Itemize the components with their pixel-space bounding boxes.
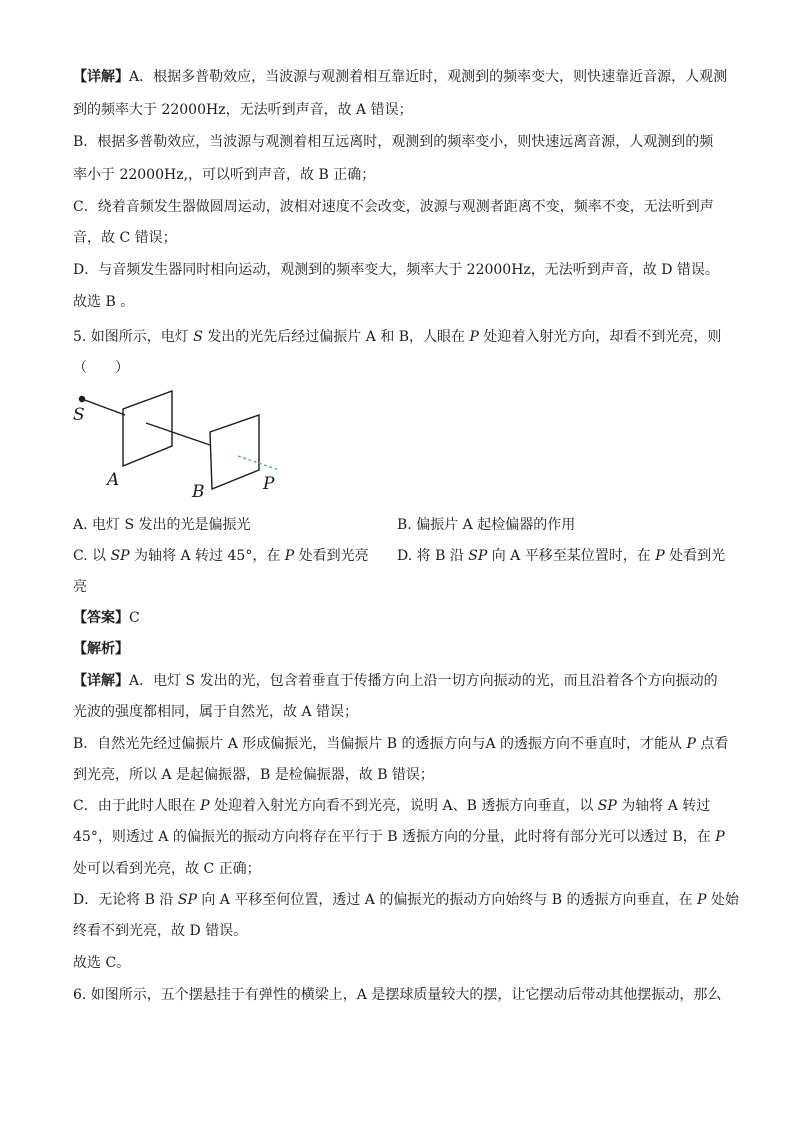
option-b: B. 偏振片 A 起检偏器的作用 (397, 517, 576, 533)
polarizer-a (123, 391, 172, 466)
q5-expl-6: 45°，则透过 A 的偏振光的振动方向将存在平行于 B 透振方向的分量，此时将有部分光可以透过 B，在 P (73, 829, 725, 845)
option-a: A. 电灯 S 发出的光是偏振光 (73, 517, 251, 533)
answer-line (73, 608, 140, 628)
q5-expl-5: C．由于此时人眼在 P 处迎着入射光方向看不到光亮，说明 A、B 透振方向垂直，以 SP 为轴将 A 转过 (73, 798, 711, 814)
q5-expl-3: B．自然光先经过偏振片 A 形成偏振光，当偏振片 B 的透振方向与A 的透振方向不垂直时，才能从 P 点看 (73, 736, 729, 752)
analysis-tag: 【解析】 (73, 641, 129, 657)
answer-value: C (129, 610, 140, 626)
q5-expl-9: 终看不到光亮，故 D 错误。 (73, 923, 248, 939)
q4-line-5: C．绕着音频发生器做圆周运动，波相对速度不会改变，波源与观测者距离不变，频率不变，无法听到声 (73, 199, 714, 215)
q4-line-7: D．与音频发生器同时相向运动，观测到的频率变大，频率大于 22000Hz，无法听到声音，故 D 错误。 (73, 262, 719, 278)
label-a: A (107, 470, 120, 490)
ray-a-to-b (146, 423, 210, 445)
polarizer-figure (70, 383, 290, 503)
q5-expl-7: 处可以看到光亮，故 C 正确； (73, 861, 261, 877)
q5-expl-4: 到光亮，所以 A 是起偏振器，B 是检偏振器，故 B 错误； (73, 767, 434, 783)
label-s: S (73, 405, 85, 425)
label-p: P (263, 474, 275, 494)
q5-conclusion: 故选 C。 (73, 955, 131, 971)
lamp-s-dot (79, 396, 85, 402)
option-d: D. 将 B 沿 SP 向 A 平移至某位置时，在 P 处看到光 (397, 548, 726, 564)
q4-line-1: 【详解】A．根据多普勒效应，当波源与观测着相互靠近时，观测到的频率变大，则快速靠近音源，人观测 (73, 69, 728, 85)
q5-expl-8: D．无论将 B 沿 SP 向 A 平移至何位置，透过 A 的偏振光的振动方向始终与 B 的透振方向垂直，在 P 处始 (73, 892, 739, 908)
q4-line-2: 到的频率大于 22000Hz，无法听到声音，故 A 错误； (73, 102, 413, 118)
q4-conclusion: 故选 B 。 (73, 294, 135, 310)
q5-expl-1: 【详解】A．电灯 S 发出的光，包含着垂直于传播方向上沿一切方向振动的光，而且沿着各个方向振动的 (73, 673, 718, 689)
answer-tag: 【答案】 (73, 610, 129, 626)
q4-line-6: 音，故 C 错误； (73, 230, 177, 246)
detail-tag: 【详解】 (73, 69, 129, 85)
q5-stem: 5. 如图所示，电灯 S 发出的光先后经过偏振片 A 和 B，人眼在 P 处迎着入射光方向，却看不到光亮，则 (73, 329, 722, 345)
q6-stem: 6. 如图所示，五个摆悬挂于有弹性的横梁上，A 是摆球质量较大的摆，让它摆动后带动其他摆振动，那么 (73, 987, 722, 1003)
label-b: B (192, 482, 205, 502)
ray-s-to-a (82, 399, 125, 415)
option-c: C. 以 SP 为轴将 A 转过 45°，在 P 处看到光亮 (73, 548, 369, 564)
q5-expl-2: 光波的强度都相同，属于自然光，故 A 错误； (73, 704, 359, 720)
q4-line-3: B．根据多普勒效应，当波源与观测着相互远离时，观测到的频率变小，则快速远离音源，人观测到的频 (73, 134, 714, 150)
q4-line-4: 率小于 22000Hz,，可以听到声音，故 B 正确； (73, 167, 376, 183)
q5-paren: （ ） (73, 360, 129, 376)
option-d-wrap: 亮 (73, 579, 87, 595)
polarizer-b (210, 415, 259, 489)
